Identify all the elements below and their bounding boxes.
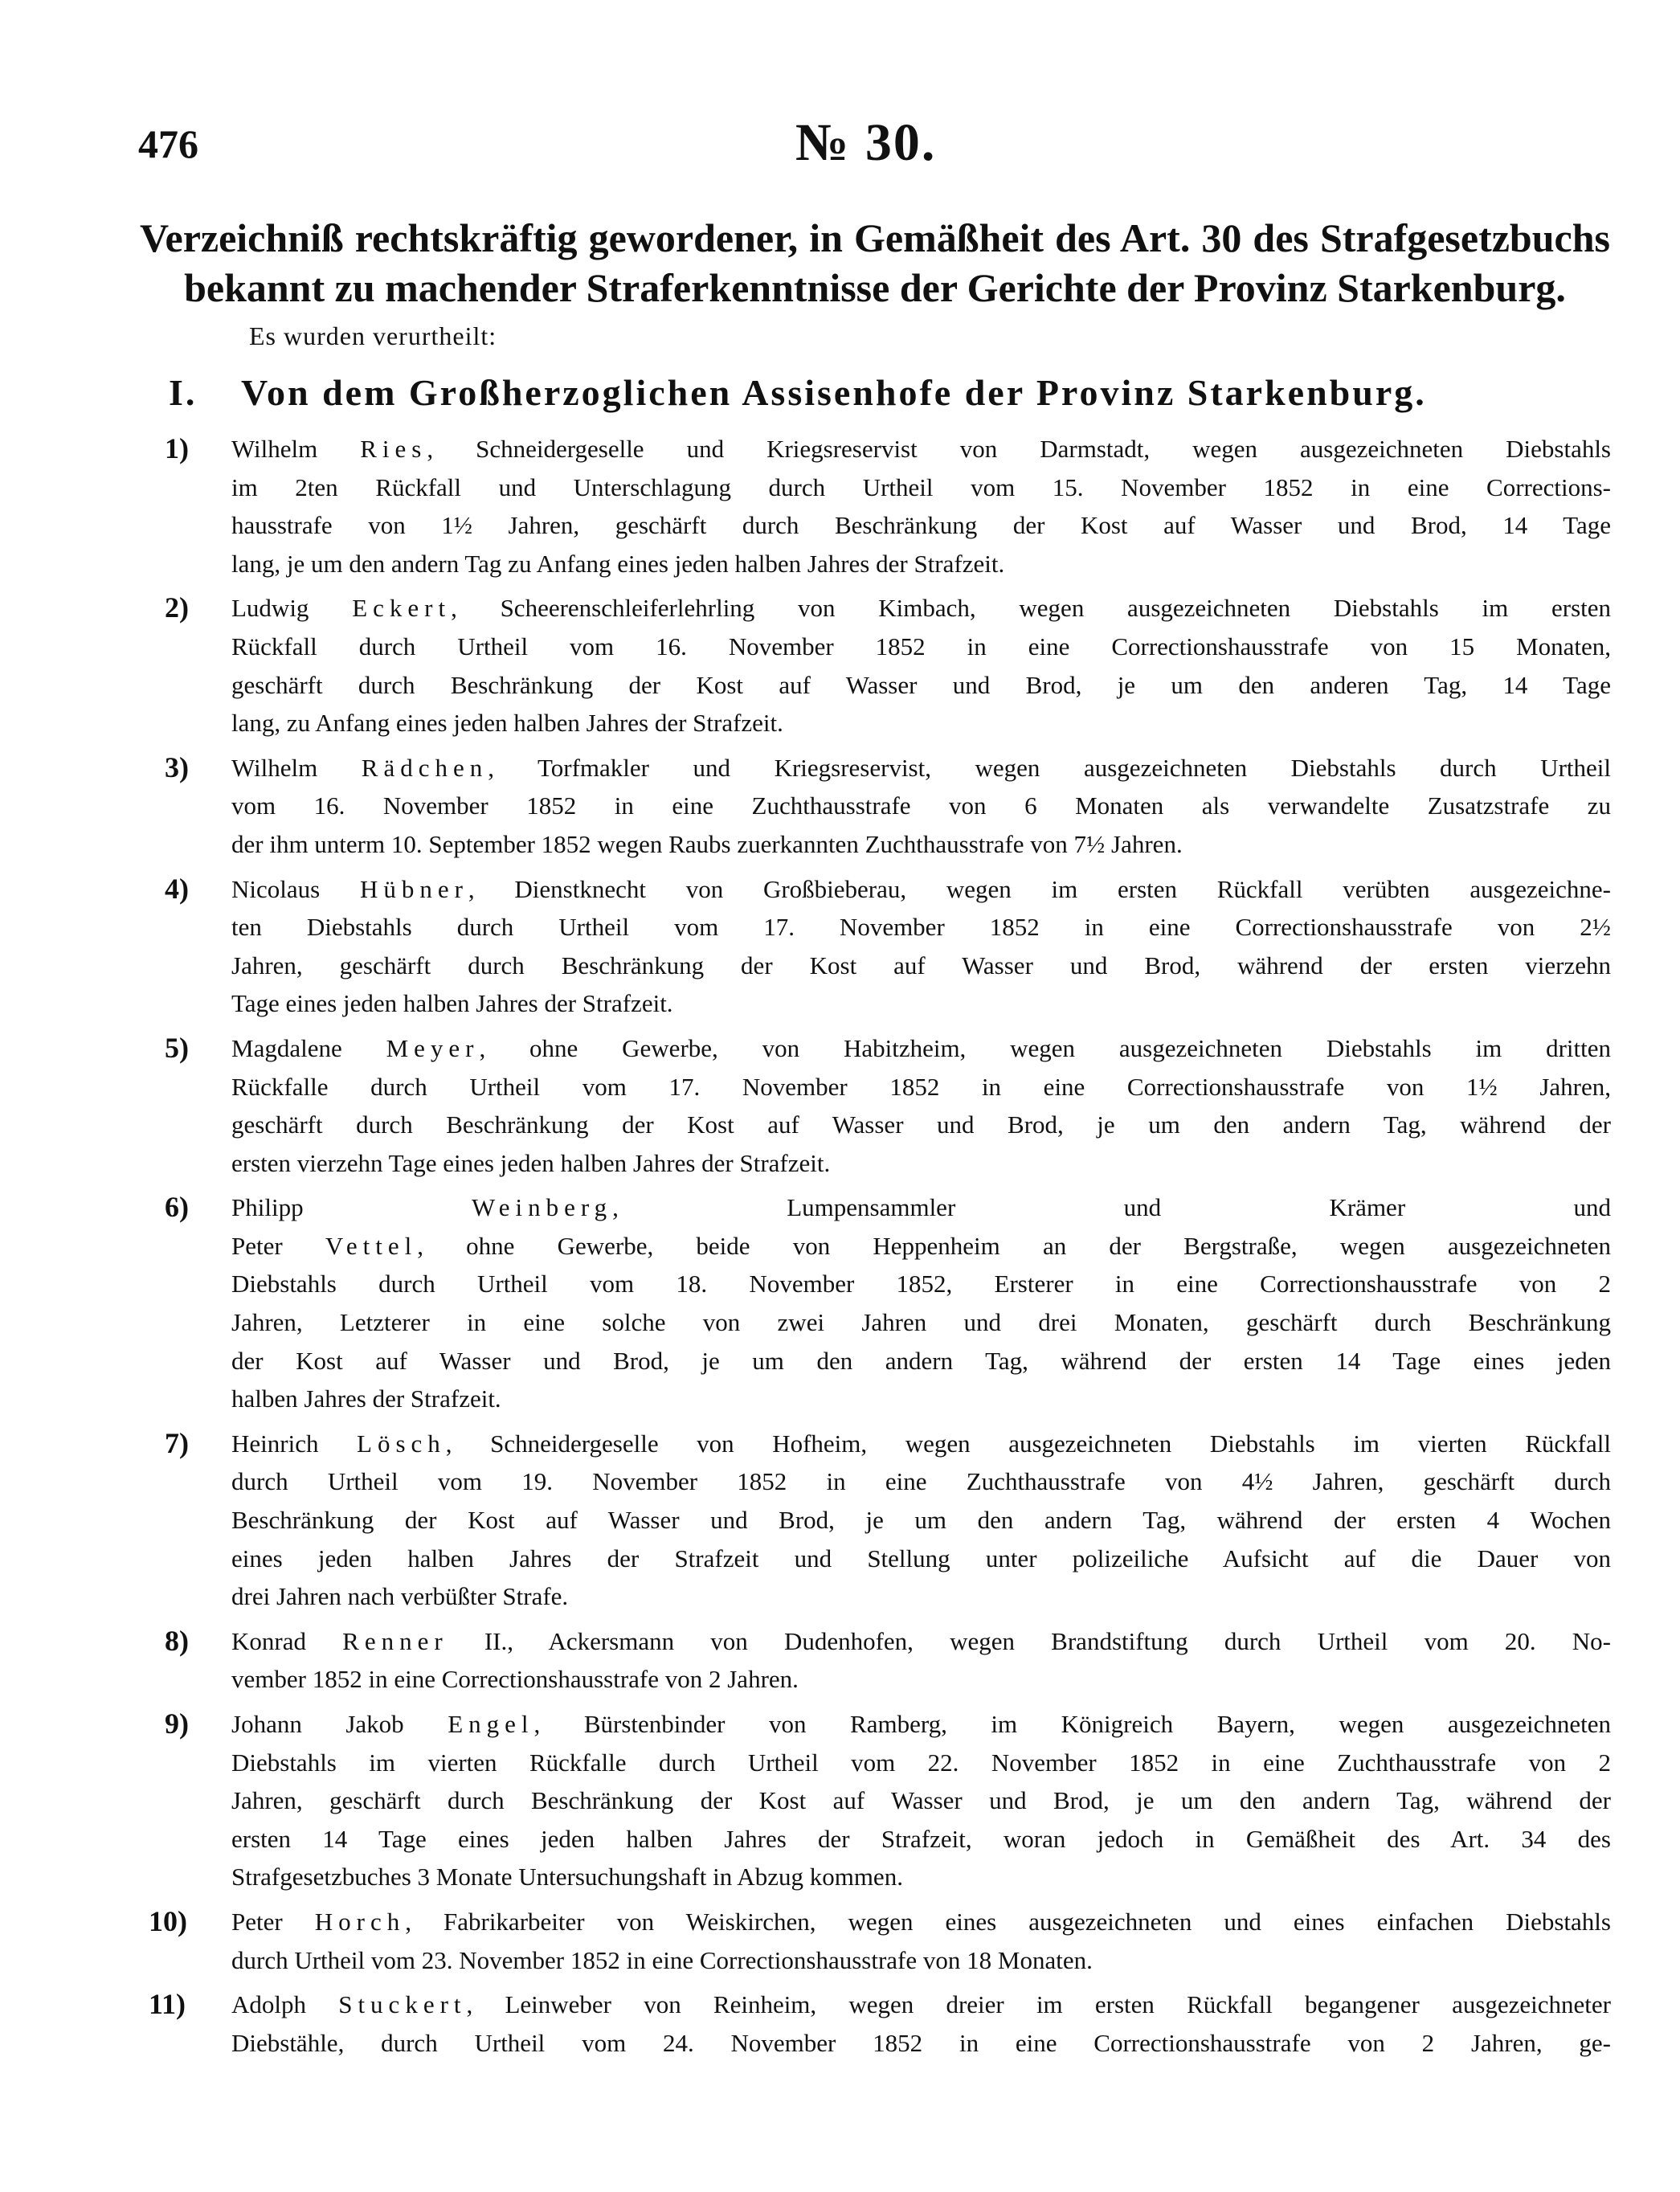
line-text: Philipp <box>231 1193 472 1222</box>
entry-line: lang, je um den andern Tag zu Anfang eines jeden halben Jahres der Strafzeit. <box>231 549 1005 578</box>
entry-line: geschärft durch Beschränkung der Kost auf Wasser und Brod, je um den anderen Tag, 14 Tage <box>231 670 1611 699</box>
entry-line <box>231 589 1611 628</box>
verdict-entry <box>165 870 1611 1023</box>
entry-line: vember 1852 in eine Correctionshausstrafe von 2 Jahren. <box>231 1665 799 1694</box>
line-text: , ohne Gewerbe, von Habitzheim, wegen ausgezeichneten Diebstahls im dritten <box>479 1033 1612 1062</box>
line-text: , Schneidergeselle und Kriegsreservist von Darmstadt, wegen ausgezeichneten Diebstahls <box>427 435 1611 463</box>
line-text: Peter <box>231 1907 315 1936</box>
line-text: Magdalene <box>231 1033 386 1062</box>
page-number: 476 <box>138 121 198 166</box>
line-text: , Dienstknecht von Großbieberau, wegen im ersten Rückfall verübten ausgezeichne- <box>468 874 1611 903</box>
title-line-1: Verzeichniß rechtskräftig gewordener, in Gemäßheit des Art. 30 des Strafgesetzbuchs <box>140 215 1610 260</box>
entry-line <box>231 1705 1611 1744</box>
entry-line: Jahren, Letzterer in eine solche von zwei Jahren und drei Monaten, geschärft durch Beschränkung <box>231 1308 1611 1337</box>
entry-line: Diebstähle, durch Urtheil vom 24. November 1852 in eine Correctionshausstrafe von 2 Jahren, ge- <box>231 2028 1611 2057</box>
entry-line <box>231 1985 1611 2024</box>
entry-number: 4) <box>165 872 189 905</box>
entry-number: 1) <box>165 432 189 464</box>
convict-surname: Hübner <box>359 874 468 903</box>
entry-line <box>231 1188 1611 1227</box>
section-number: I. <box>169 372 198 413</box>
entry-line: drei Jahren nach verbüßter Strafe. <box>231 1582 569 1611</box>
line-text: Wilhelm <box>231 753 362 782</box>
entry-line <box>231 1903 1611 1941</box>
entry-line: der Kost auf Wasser und Brod, je um den andern Tag, während der ersten 14 Tage eines jeden <box>231 1346 1611 1375</box>
entry-line: Jahren, geschärft durch Beschränkung der Kost auf Wasser und Brod, je um den andern Tag, während der <box>231 1786 1611 1815</box>
verdict-entry <box>149 1985 1612 2062</box>
entry-number: 2) <box>165 591 189 624</box>
issue-number: № 30. <box>795 113 937 172</box>
convict-surname: Renner <box>342 1626 448 1655</box>
entry-line <box>231 1029 1611 1068</box>
entry-line <box>231 749 1611 787</box>
line-text: , Scheerenschleiferlehrling von Kimbach, wegen ausgezeichneten Diebstahls im ersten <box>451 594 1612 623</box>
entry-number: 5) <box>165 1031 189 1064</box>
verdict-entry <box>165 430 1611 583</box>
entry-number: 3) <box>165 750 189 783</box>
verdict-entry <box>149 1903 1611 1979</box>
verdict-entry <box>165 1705 1611 1896</box>
convict-surname: Lösch <box>357 1429 446 1458</box>
line-text: , Torfmakler und Kriegsreservist, wegen ausgezeichneten Diebstahls durch Urtheil <box>488 753 1611 782</box>
line-text: Heinrich <box>231 1429 358 1458</box>
section-title: Von dem Großherzoglichen Assisenhofe der Provinz Starkenburg. <box>241 372 1427 413</box>
line-text: Ludwig <box>231 594 353 623</box>
entry-line: Beschränkung der Kost auf Wasser und Brod, je um den andern Tag, während der ersten 4 Wochen <box>231 1506 1611 1535</box>
entry-line: Diebstahls durch Urtheil vom 18. November 1852, Ersterer in eine Correctionshausstrafe von 2 <box>231 1270 1611 1298</box>
entry-line: ten Diebstahls durch Urtheil vom 17. November 1852 in eine Correctionshausstrafe von 2½ <box>231 913 1611 942</box>
entry-number: 8) <box>165 1624 189 1657</box>
line-text: , Leinweber von Reinheim, wegen dreier im ersten Rückfall begangener ausgezeichneter <box>466 1990 1612 2019</box>
convict-surname: Engel <box>448 1710 534 1738</box>
convict-surname: Ries <box>360 435 427 463</box>
convict-surname: Vettel <box>325 1231 418 1260</box>
entry-line: eines jeden halben Jahres der Strafzeit und Stellung unter polizeiliche Aufsicht auf die Dauer von <box>231 1544 1611 1572</box>
entry-number: 6) <box>165 1191 189 1224</box>
line-text: , Lumpensammler und Krämer und <box>612 1193 1611 1222</box>
entry-line: durch Urtheil vom 23. November 1852 in eine Correctionshausstrafe von 18 Monaten. <box>231 1945 1093 1974</box>
verdict-entry <box>165 589 1611 742</box>
convict-surname: Stuckert <box>338 1990 467 2019</box>
entry-line: im 2ten Rückfall und Unterschlagung durch Urtheil vom 15. November 1852 in eine Corrections- <box>231 472 1611 501</box>
entry-line: geschärft durch Beschränkung der Kost auf Wasser und Brod, je um den andern Tag, während der <box>231 1110 1611 1139</box>
entry-line: durch Urtheil vom 19. November 1852 in eine Zuchthausstrafe von 4½ Jahren, geschärft durch <box>231 1467 1611 1496</box>
verdict-entry <box>165 1029 1611 1182</box>
convict-surname: Meyer <box>386 1033 480 1062</box>
entry-line: Jahren, geschärft durch Beschränkung der Kost auf Wasser und Brod, während der ersten vierzehn <box>231 951 1611 979</box>
verdict-entry <box>165 1188 1611 1418</box>
entry-line: Rückfalle durch Urtheil vom 17. November 1852 in eine Correctionshausstrafe von 1½ Jahren, <box>231 1072 1611 1101</box>
entry-number: 10) <box>149 1904 187 1937</box>
entry-number: 7) <box>165 1426 189 1459</box>
convict-surname: Rädchen <box>361 753 488 782</box>
entry-line: Rückfall durch Urtheil vom 16. November 1852 in eine Correctionshausstrafe von 15 Monaten, <box>231 632 1611 660</box>
line-text: Peter <box>231 1231 325 1260</box>
entry-line: Tage eines jeden halben Jahres der Strafzeit. <box>231 989 673 1018</box>
entry-line: ersten vierzehn Tage eines jeden halben Jahres der Strafzeit. <box>231 1148 831 1177</box>
entry-line: hausstrafe von 1½ Jahren, geschärft durch Beschränkung der Kost auf Wasser und Brod, 14 Tage <box>231 511 1611 540</box>
line-text: Johann Jakob <box>231 1710 448 1738</box>
entry-line: vom 16. November 1852 in eine Zuchthausstrafe von 6 Monaten als verwandelte Zusatzstrafe zu <box>231 791 1611 820</box>
line-text: Wilhelm <box>231 435 361 463</box>
entry-line <box>231 1425 1611 1463</box>
entry-line <box>231 430 1611 468</box>
line-text: , Schneidergeselle von Hofheim, wegen ausgezeichneten Diebstahls im vierten Rückfall <box>445 1429 1611 1458</box>
convict-surname: Weinberg <box>471 1193 613 1222</box>
title-line-2: bekannt zu machender Straferkenntnisse der Gerichte der Provinz Starkenburg. <box>184 265 1566 310</box>
verdict-entry <box>165 1425 1611 1616</box>
entry-line: lang, zu Anfang eines jeden halben Jahres der Strafzeit. <box>231 709 783 738</box>
entry-line <box>231 1622 1611 1661</box>
line-text: , Fabrikarbeiter von Weiskirchen, wegen eines ausgezeichneten und eines einfachen Diebstahls <box>405 1907 1611 1936</box>
convict-surname: Horch <box>314 1907 406 1936</box>
entry-line: Strafgesetzbuches 3 Monate Untersuchungshaft in Abzug kommen. <box>231 1863 903 1891</box>
line-text: Konrad <box>231 1626 343 1655</box>
entry-line <box>231 870 1611 909</box>
verdict-entry <box>165 1622 1611 1699</box>
entry-line: Diebstahls im vierten Rückfalle durch Urtheil vom 22. November 1852 in eine Zuchthausstrafe von 2 <box>231 1748 1611 1777</box>
document-title <box>140 213 1610 313</box>
entry-line: der ihm unterm 10. September 1852 wegen Raubs zuerkannten Zuchthausstrafe von 7½ Jahren. <box>231 829 1183 858</box>
entry-number: 11) <box>149 1988 186 2021</box>
convict-surname: Eckert <box>352 594 452 623</box>
entry-number: 9) <box>165 1707 189 1740</box>
intro-text: Es wurden verurtheilt: <box>249 321 497 350</box>
entry-line: ersten 14 Tage eines jeden halben Jahres der Strafzeit, woran jedoch in Gemäßheit des Art. 34 des <box>231 1824 1611 1853</box>
line-text: II., Ackersmann von Dudenhofen, wegen Brandstiftung durch Urtheil vom 20. No- <box>448 1626 1611 1655</box>
verdict-list <box>149 430 1612 2068</box>
verdict-entry <box>165 749 1611 864</box>
line-text: Nicolaus <box>231 874 360 903</box>
entry-line <box>231 1227 1611 1266</box>
line-text: , ohne Gewerbe, beide von Heppenheim an der Bergstraße, wegen ausgezeichneten <box>417 1231 1611 1260</box>
entry-line: halben Jahres der Strafzeit. <box>231 1384 501 1413</box>
line-text: , Bürstenbinder von Ramberg, im Königreich Bayern, wegen ausgezeichneten <box>533 1710 1611 1738</box>
section-heading <box>169 371 1611 414</box>
line-text: Adolph <box>231 1990 339 2019</box>
